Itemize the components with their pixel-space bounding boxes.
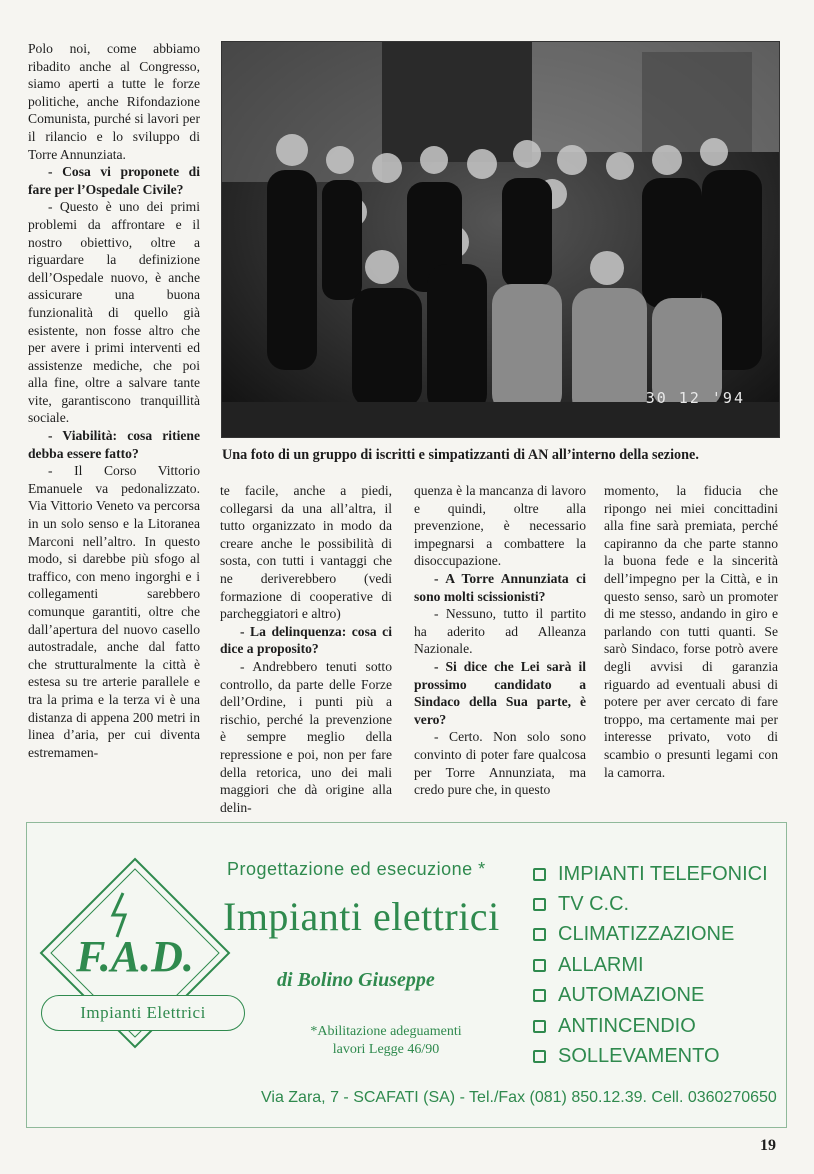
- checkbox-icon: [533, 989, 546, 1002]
- article-paragraph: - Questo è uno dei primi problemi da affrontare e il nostro obiettivo, oltre a riguardare la definizione dell’Ospedale nuovo, è anche assicurare una buona funzionalità di quello già esistente, non fosse altro che per avere i primi interventi ed assistenze mediche, che poi alla fine, oltre a salvare tante vite, garantiscono tranquillità sociale.: [28, 199, 200, 426]
- ad-services-list: [533, 859, 768, 1072]
- article-paragraph: te facile, anche a piedi, collegarsi da una all’altra, il tutto organizzato in modo da creare anche le possibilità di sosta, con tutti i vantaggi che ne deriverebbero (vedi formazione di cooperative di parcheggiatori e altro): [220, 483, 392, 622]
- service-item: ALLARMI: [533, 950, 768, 980]
- service-item: CLIMATIZZAZIONE: [533, 920, 768, 950]
- article-paragraph: Polo noi, come abbiamo ribadito anche al Congresso, siamo aperti a tutte le forze politiche, anche Rifondazione Comunista, purché si lavori per il rilancio e lo sviluppo di Torre Annunziata.: [28, 41, 200, 162]
- page-number: 19: [760, 1137, 776, 1154]
- checkbox-icon: [533, 1020, 546, 1033]
- interview-question: - Viabilità: cosa ritiene debba essere fatto?: [28, 428, 200, 461]
- ad-title: Impianti elettrici: [223, 894, 500, 939]
- checkbox-icon: [533, 959, 546, 972]
- service-item: ANTINCENDIO: [533, 1011, 768, 1041]
- checkbox-icon: [533, 898, 546, 911]
- logo-plate: Impianti Elettrici: [41, 995, 245, 1031]
- ad-address: Via Zara, 7 - SCAFATI (SA) - Tel./Fax (081) 850.12.39. Cell. 0360270650: [261, 1089, 777, 1106]
- article-paragraph: - Andrebbero tenuti sotto controllo, da parte delle Forze dell’Ordine, i punti più a rischio, perché la prevenzione è sempre meglio della repressione e poi, non per fare della retorica, uno dei mali maggiori che dà origine alla delin-: [220, 658, 392, 815]
- article-column-left: [28, 40, 200, 761]
- group-photo-image: [222, 42, 780, 438]
- ad-note-line-2: lavori Legge 46/90: [332, 1042, 440, 1057]
- article-paragraph: - Nessuno, tutto il partito ha aderito ad Alleanza Nazionale.: [414, 606, 586, 657]
- photo-date-stamp: 30 12 '94: [645, 389, 745, 407]
- ad-owner: di Bolino Giuseppe: [277, 969, 435, 991]
- service-item: AUTOMAZIONE: [533, 981, 768, 1011]
- interview-question: - Cosa vi proponete di fare per l’Ospedale Civile?: [28, 164, 200, 197]
- interview-question: - A Torre Annunziata ci sono molti scissionisti?: [414, 570, 586, 604]
- service-item: IMPIANTI TELEFONICI: [533, 859, 768, 889]
- article-paragraph: quenza è la mancanza di lavoro e quindi, oltre alla prevenzione, è necessario impegnarsi a combattere la disoccupazione.: [414, 483, 586, 569]
- article-paragraph: - Certo. Non solo sono convinto di poter fare qualcosa per Torre Annunziata, ma credo pure che, in questo: [414, 729, 586, 798]
- article-paragraph: momento, la fiducia che ripongo nei miei concittadini alla fine sarà premiata, perché capiranno da che parte stanno la buona fede e la sincerità dell’impegno per la Città, e in questo senso, sarò un promoter di me stesso, andando in giro e parlando con tutti quanti. Se sarò Sindaco, forse potrò avere degli avvisi di garanzia riguardo ad eventuali abusi di potere per aver cercato di fare troppo, ma certamente mai per interesse privato, voto di scambio o presunti legami con la camorra.: [604, 483, 778, 780]
- checkbox-icon: [533, 1050, 546, 1063]
- article-column-3: [604, 482, 778, 781]
- service-item: SOLLEVAMENTO: [533, 1041, 768, 1071]
- ad-note: [271, 1023, 501, 1059]
- ad-note-line-1: *Abilitazione adeguamenti: [310, 1024, 462, 1039]
- group-photo: [221, 41, 780, 438]
- advertisement-box: [26, 822, 787, 1128]
- article-column-1: [220, 482, 392, 816]
- article-paragraph: - Il Corso Vittorio Emanuele va pedonalizzato. Via Vittorio Veneto va percorsa in un solo senso e la Litoranea Marconi nell’altro. In questo modo, si darebbe più sfogo al traffico, con meno ingorghi e i collegamenti sarebbero comunque garantiti, oltre che dall’apertura del nuovo casello autostradale, anche dal fatto che strutturalmente la città è estesa su tre arterie parallele e tra la prima e la terza vi è una distanza di appena 200 metri in linea d’aria, per cui diventa estremamen-: [28, 463, 200, 760]
- service-item: TV C.C.: [533, 889, 768, 919]
- article-column-2: [414, 482, 586, 799]
- ad-tagline: Progettazione ed esecuzione *: [227, 859, 486, 879]
- interview-question: - La delinquenza: cosa ci dice a proposito?: [220, 623, 392, 657]
- interview-question: - Si dice che Lei sarà il prossimo candidato a Sindaco della Sua parte, è vero?: [414, 658, 586, 727]
- photo-caption: Una foto di un gruppo di iscritti e simpatizzanti di AN all’interno della sezione.: [222, 447, 699, 463]
- logo-letters: F.A.D.: [76, 932, 194, 981]
- lightning-bolt-icon: [113, 893, 125, 937]
- checkbox-icon: [533, 868, 546, 881]
- checkbox-icon: [533, 928, 546, 941]
